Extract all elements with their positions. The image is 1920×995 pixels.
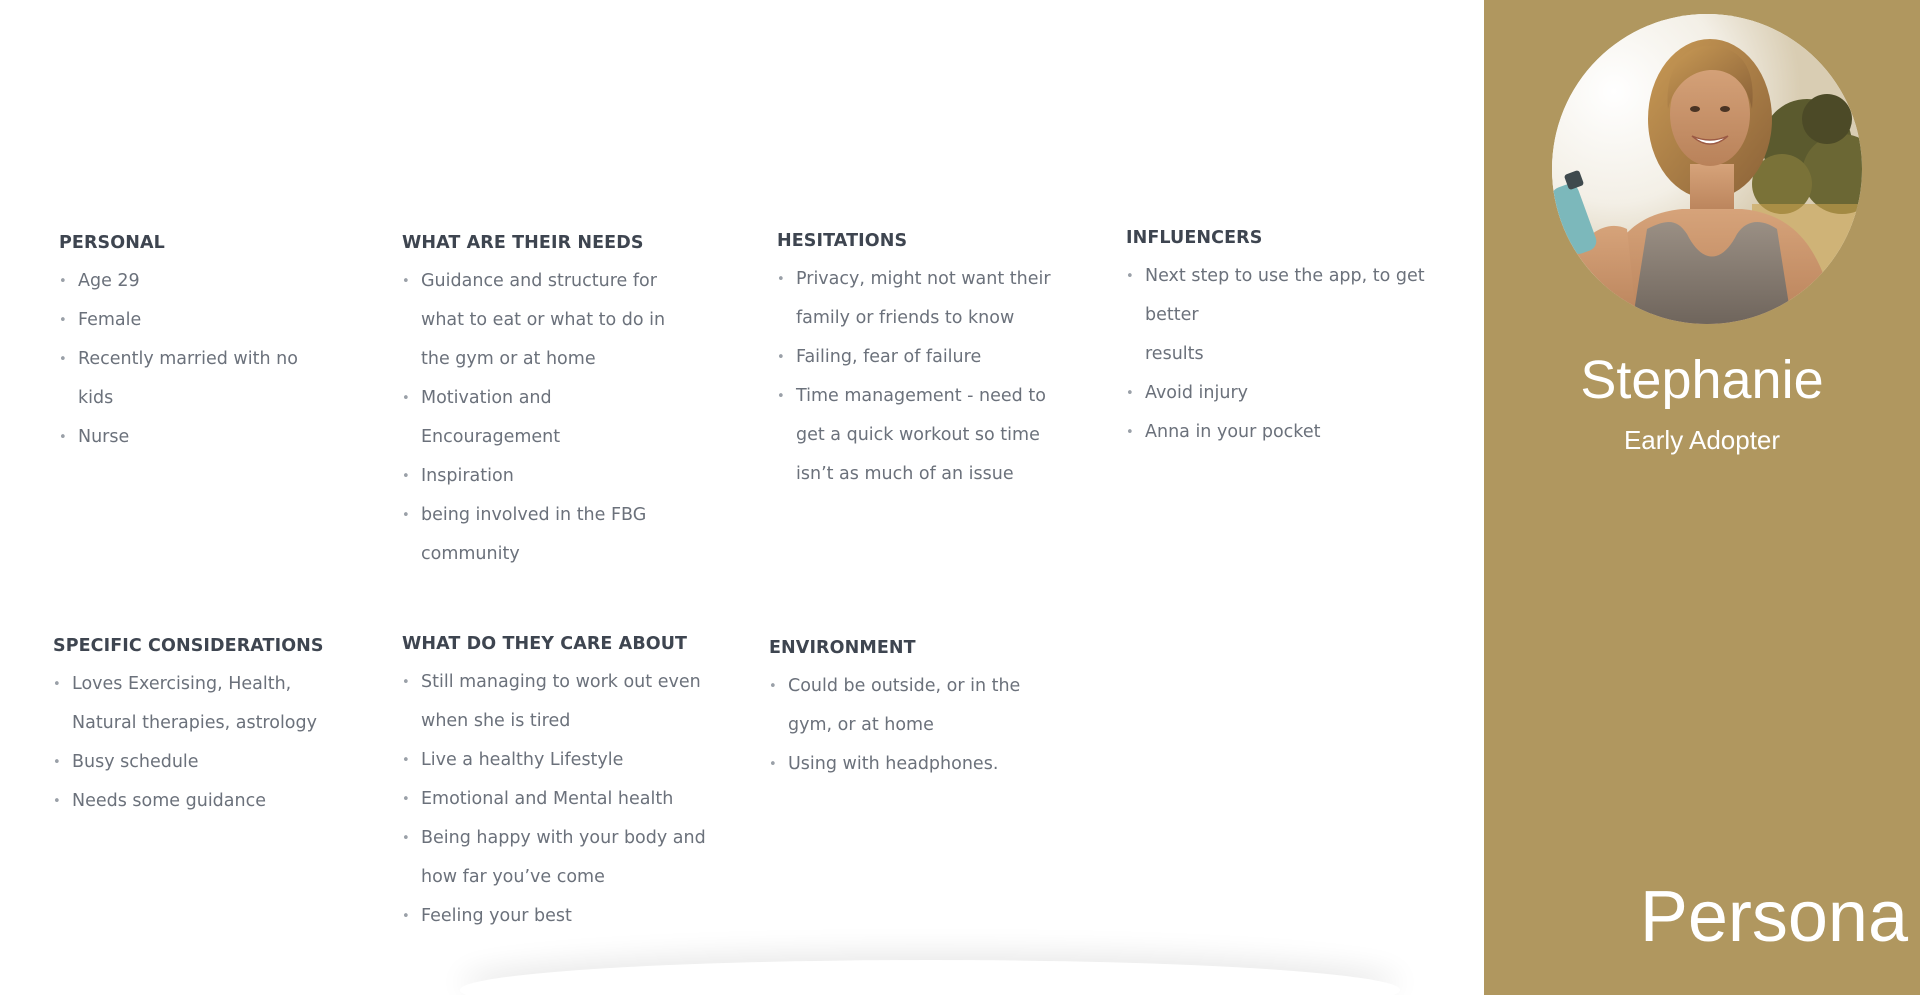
persona-sidebar — [1484, 0, 1920, 995]
list-item: • Emotional and Mental health — [402, 780, 742, 819]
hesitations-title: HESITATIONS — [777, 231, 908, 251]
list-item: • Anna in your pocket — [1126, 413, 1478, 452]
list-item-continuation: Natural therapies, astrology — [72, 713, 317, 733]
care-about-section — [402, 631, 742, 936]
list-item: • Busy schedule — [53, 743, 383, 782]
needs-title: WHAT ARE THEIR NEEDS — [402, 233, 644, 253]
list-item: • Nurse — [59, 418, 349, 457]
bottom-shadow — [460, 960, 1400, 995]
list-item: • Failing, fear of failure — [777, 338, 1097, 377]
list-item-continuation: gym, or at home — [788, 715, 934, 735]
list-item: • Live a healthy Lifestyle — [402, 741, 742, 780]
list-item-continuation: isn’t as much of an issue — [796, 464, 1014, 484]
list-item: • Recently married with no — [59, 340, 349, 379]
list-item: • Using with headphones. — [769, 745, 1089, 784]
personal-section — [59, 230, 349, 457]
avatar — [1552, 14, 1862, 324]
persona-name: Stephanie — [1580, 350, 1824, 410]
list-item: • Next step to use the app, to get better — [1126, 257, 1478, 335]
persona-label: Persona — [1639, 877, 1908, 957]
influencers-title: INFLUENCERS — [1126, 228, 1263, 248]
considerations-list — [53, 665, 383, 821]
list-item: • Loves Exercising, Health, — [53, 665, 383, 704]
environment-list — [769, 667, 1089, 784]
list-item-continuation: results — [1145, 344, 1204, 364]
list-item: • Avoid injury — [1126, 374, 1478, 413]
persona-role: Early Adopter — [1623, 425, 1781, 455]
considerations-title: SPECIFIC CONSIDERATIONS — [53, 636, 324, 656]
personal-list — [59, 262, 349, 457]
list-item: • Privacy, might not want their — [777, 260, 1097, 299]
list-item-continuation: the gym or at home — [421, 349, 596, 369]
list-item: • Inspiration — [402, 457, 722, 496]
needs-section — [402, 230, 722, 574]
list-item: • Motivation and — [402, 379, 722, 418]
list-item: • being involved in the FBG — [402, 496, 722, 535]
list-item-continuation: what to eat or what to do in — [421, 310, 666, 330]
environment-title: ENVIRONMENT — [769, 638, 916, 658]
list-item: • Could be outside, or in the — [769, 667, 1089, 706]
list-item-continuation: Encouragement — [421, 427, 561, 447]
list-item-continuation: when she is tired — [421, 711, 571, 731]
list-item-continuation: community — [421, 544, 520, 564]
avatar-photo — [1552, 14, 1862, 324]
care-about-title: WHAT DO THEY CARE ABOUT — [402, 634, 688, 654]
list-item: • Being happy with your body and — [402, 819, 742, 858]
list-item: • Time management - need to — [777, 377, 1097, 416]
list-item-continuation: family or friends to know — [796, 308, 1015, 328]
list-item-continuation: how far you’ve come — [421, 867, 605, 887]
list-item-continuation: kids — [78, 388, 114, 408]
environment-section — [769, 635, 1089, 784]
needs-list — [402, 262, 722, 574]
hesitations-section — [777, 228, 1097, 494]
list-item: • Female — [59, 301, 349, 340]
list-item: • Still managing to work out even — [402, 663, 742, 702]
care-about-list — [402, 663, 742, 936]
list-item: • Needs some guidance — [53, 782, 383, 821]
list-item: • Age 29 — [59, 262, 349, 301]
list-item: • Guidance and structure for — [402, 262, 722, 301]
personal-title: PERSONAL — [59, 233, 165, 253]
influencers-list — [1126, 257, 1478, 452]
list-item: • Feeling your best — [402, 897, 742, 936]
hesitations-list — [777, 260, 1097, 494]
list-item-continuation: get a quick workout so time — [796, 425, 1040, 445]
influencers-section — [1126, 225, 1478, 452]
considerations-section — [53, 633, 383, 821]
